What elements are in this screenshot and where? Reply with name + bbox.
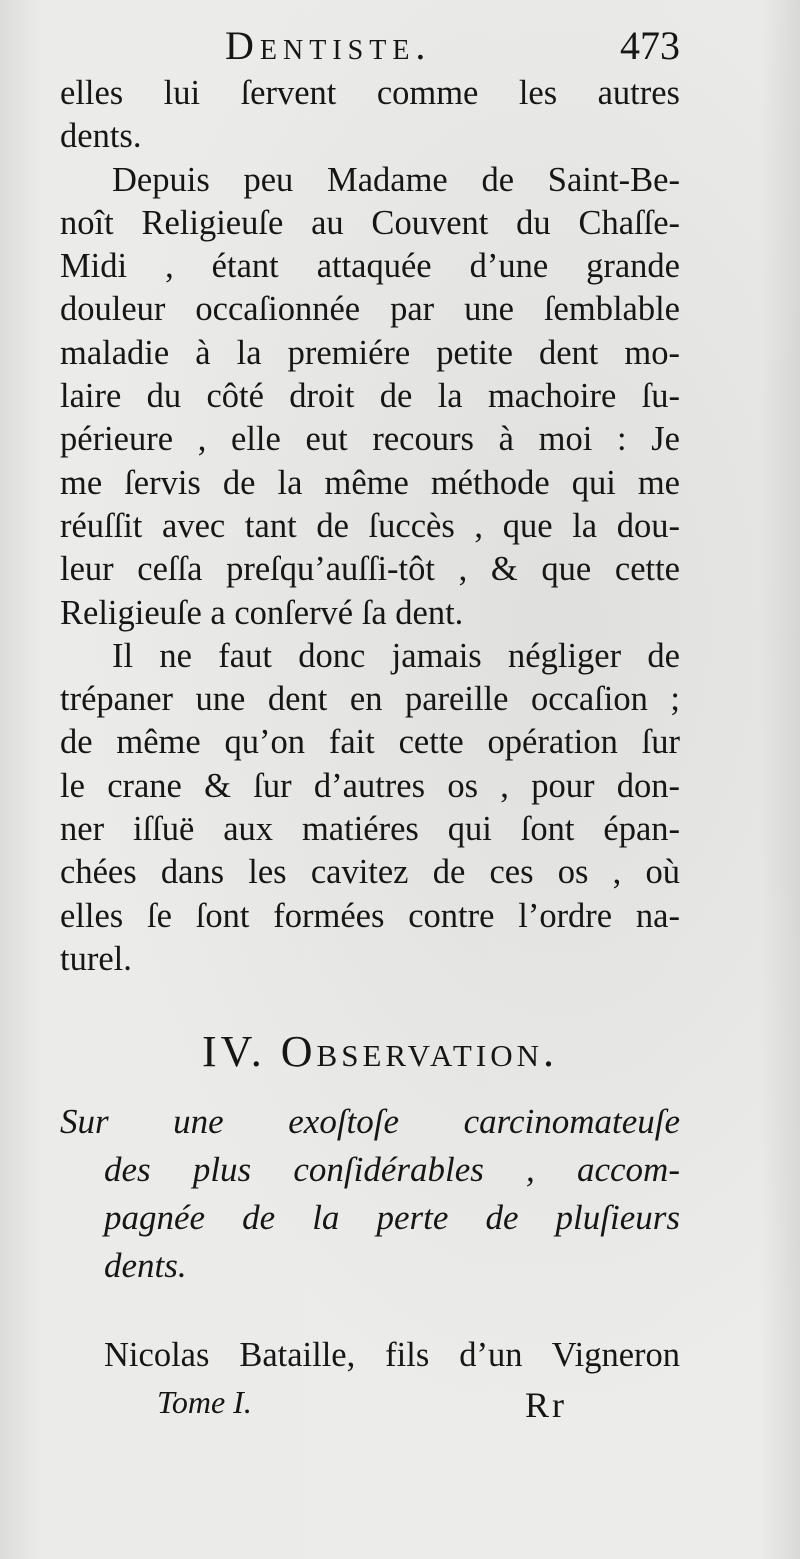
running-head: Dentiste. [225,23,432,68]
text-line: Il ne faut donc jamais négliger de [112,636,680,675]
text-line: maladie à la premiére petite dent mo- [60,333,680,372]
text-line: Midi , étant attaquée d’une grande [60,247,680,286]
text-line: Nicolas Bataille, fils d’un Vigneron [104,1336,680,1374]
subtitle-line: pagnée de la perte de pluſieurs [104,1198,680,1237]
subtitle-line: des plus conſidérables , accom- [104,1150,680,1189]
text-line: turel. [60,939,132,978]
text-line: Religieuſe a conſervé ſa dent. [60,593,464,632]
subtitle-line: dents. [104,1246,187,1285]
page-header [60,22,680,74]
text-line: le crane & ſur d’autres os , pour don- [60,766,680,805]
text-line: trépaner une dent en pareille occaſion ; [60,680,680,719]
text-line: elles ſe ſont formées contre l’ordre na- [60,896,680,935]
text-line: chées dans les cavitez de ces os , où [60,853,680,892]
text-line: périeure , elle eut recours à moi : Je [60,420,680,459]
text-line: elles lui ſervent comme les autres [60,74,680,112]
volume-label: Tome I. [157,1384,252,1420]
text-line: de même qu’on fait cette opération ſur [60,723,680,762]
text-line: dents. [60,117,142,156]
signature-mark: Rr [525,1385,567,1425]
text-line: ner iſſuë aux matiéres qui ſont épan- [60,810,680,849]
text-line: noît Religieuſe au Couvent du Chaſſe- [60,203,680,242]
text-line: me ſervis de la même méthode qui me [60,463,680,502]
text-line: leur ceſſa preſqu’auſſi-tôt , & que cette [60,550,680,589]
subtitle-line: Sur une exoſtoſe carcinomateuſe [60,1102,680,1141]
page-footer [60,1384,680,1430]
section-heading [60,1022,680,1290]
section-subtitle [60,1098,680,1290]
text-line: douleur occaſionnée par une ſemblable [60,290,680,329]
text-line: réuſſit avec tant de ſuccès , que la dou- [60,506,680,545]
page-number: 473 [620,23,680,68]
section-title: IV. Observation. [202,1027,558,1076]
text-line: Depuis peu Madame de Saint-Be- [112,160,680,199]
text-line: laire du côté droit de la machoire ſu- [60,377,680,416]
body-text [60,72,680,981]
